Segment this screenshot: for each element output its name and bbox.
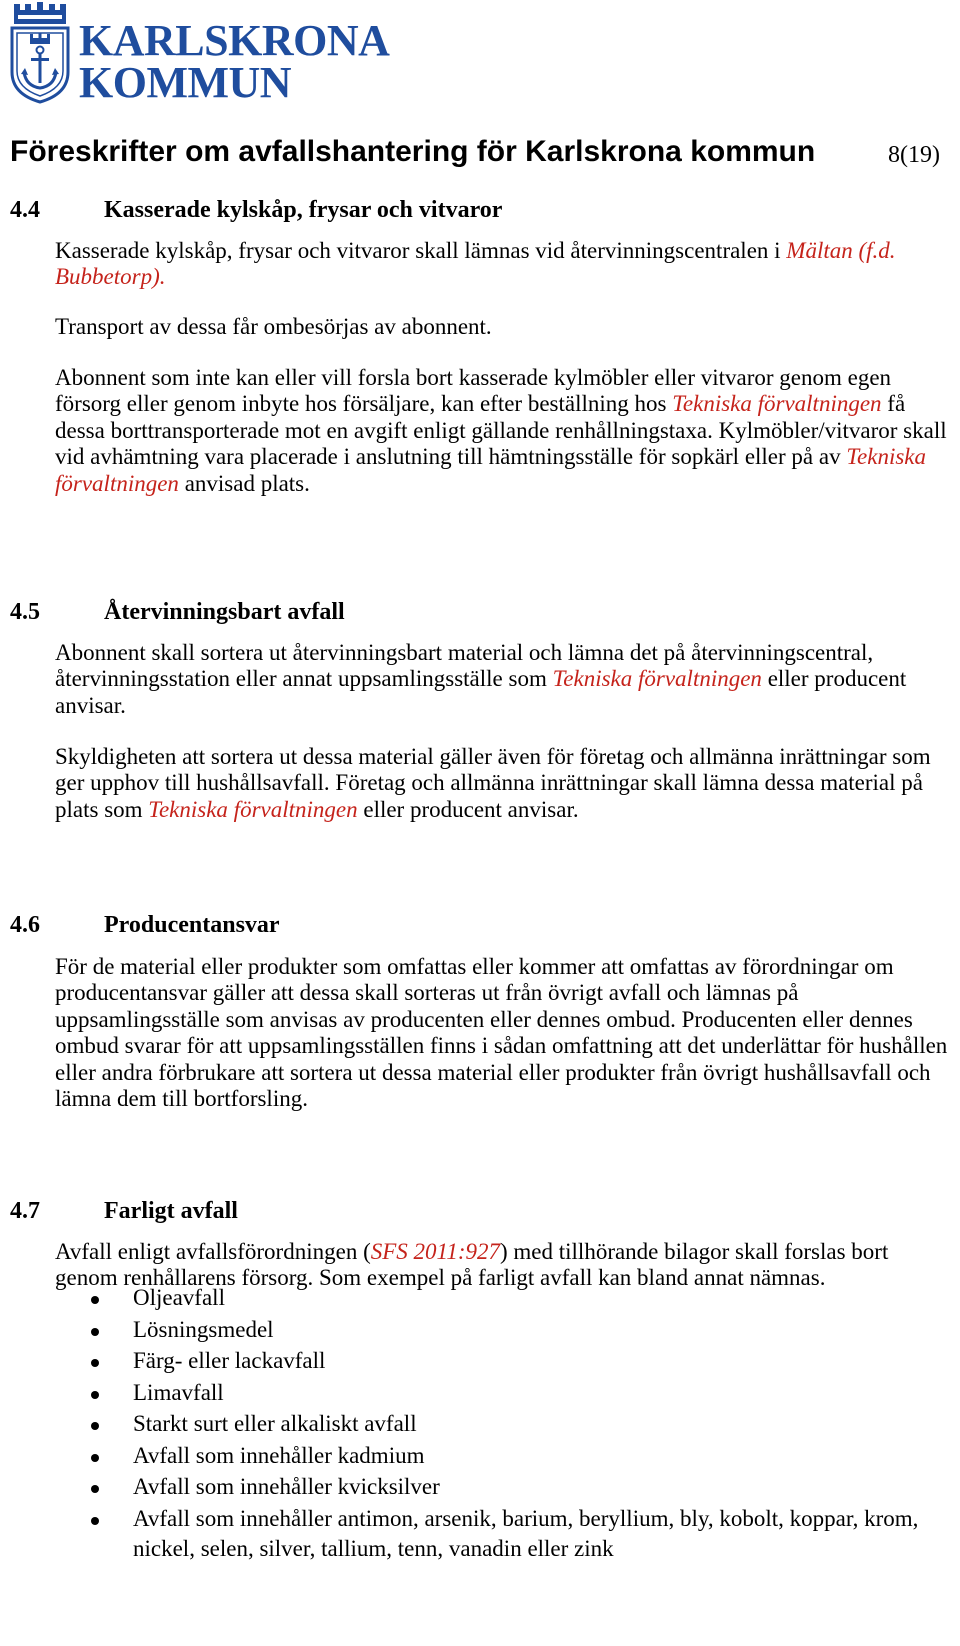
paragraph-text: Kasserade kylskåp, frysar och vitvaror skall lämnas vid återvinningscentralen i — [55, 238, 781, 263]
section-title: Återvinningsbart avfall — [104, 599, 345, 625]
logo-line-1: KARLSKRONA — [79, 16, 390, 65]
paragraph — [55, 640, 955, 719]
paragraph — [55, 365, 955, 497]
list-item-text: Avfall som innehåller antimon, arsenik, barium, beryllium, bly, kobolt, koppar, krom, nickel, selen, silver, tallium, tenn, vanadin eller zink — [133, 1505, 919, 1561]
section-number: 4.6 — [10, 912, 40, 938]
section-heading-4-6 — [10, 910, 280, 940]
bullet-icon — [91, 1422, 99, 1430]
list-item — [55, 1472, 945, 1502]
list-item — [55, 1378, 945, 1408]
logo-line-2: KOMMUN — [79, 58, 292, 107]
reference-link[interactable]: Tekniska förvaltningen — [55, 444, 926, 496]
list-item-text: Limavfall — [133, 1379, 224, 1405]
list-item-text: Avfall som innehåller kvicksilver — [133, 1474, 440, 1499]
paragraph-text: Abonnent skall sortera ut återvinningsbart material och lämna det på återvinningscentral, återvinningsstation eller annat uppsamlingsställe som — [55, 640, 874, 692]
list-item — [55, 1504, 945, 1564]
section-title: Farligt avfall — [104, 1198, 238, 1224]
paragraph-text: Abonnent som inte kan eller vill forsla bort kasserade kylmöbler eller vitvaror genom egen försorg eller genom inbyte hos försäljare, kan efter beställning hos — [55, 365, 892, 417]
paragraph — [55, 238, 955, 291]
section-heading-4-5 — [10, 597, 345, 627]
logo-wordmark — [79, 16, 390, 107]
list-item — [55, 1441, 945, 1471]
bullet-icon — [91, 1485, 99, 1493]
paragraph: För de material eller produkter som omfattas eller kommer att omfattas av förordningar om producentansvar gäller att dessa skall sorteras ut från övrigt avfall och lämnas på uppsamlingsställe som anvisas av producenten eller dennes ombud. Producenten eller dennes ombud svarar för att uppsamlingsställen finns i sådan omfattning att det underlättar för hushållen eller andra förbrukare att sortera ut dessa material eller produkter från övrigt hushållsavfall och lämna dem till bortforsling. — [55, 954, 948, 1112]
document-title: Föreskrifter om avfallshantering för Karlskrona kommun — [10, 135, 816, 168]
section-heading-4-4 — [10, 195, 502, 225]
section-title: Kasserade kylskåp, frysar och vitvaror — [104, 197, 503, 223]
bullet-icon — [91, 1517, 99, 1525]
section-number: 4.4 — [10, 197, 40, 223]
section-number: 4.5 — [10, 599, 40, 625]
list-item-text: Starkt surt eller alkaliskt avfall — [133, 1411, 417, 1436]
paragraph-text: ) med tillhörande bilagor skall forslas bort genom renhållarens försorg. Som exempel på farligt avfall kan bland annat nämnas. — [55, 1239, 889, 1291]
paragraph-text: anvisad plats. — [184, 470, 310, 496]
reference-link[interactable]: Tekniska förvaltningen — [148, 796, 358, 822]
list-item — [55, 1346, 945, 1376]
list-item — [55, 1283, 945, 1313]
paragraph-text: Skyldigheten att sortera ut dessa material gäller även för företag och allmänna inrättningar som ger upphov till hushållsavfall. Företag och allmänna inrättningar skall lämna dessa material på plats som — [55, 744, 931, 822]
coat-of-arms-icon — [8, 2, 72, 104]
section-title: Producentansvar — [104, 912, 280, 938]
page-number: 8(19) — [888, 142, 940, 168]
paragraph-text: eller producent anvisar. — [55, 666, 907, 718]
paragraph — [55, 744, 955, 823]
reference-link[interactable]: Tekniska förvaltningen — [552, 666, 762, 692]
section-heading-4-7 — [10, 1196, 238, 1226]
list-item-text: Färg- eller lackavfall — [133, 1348, 326, 1373]
bullet-icon — [91, 1296, 99, 1304]
list-item — [55, 1315, 945, 1345]
paragraph-text: få dessa borttransporterade mot en avgift enligt gällande renhållningstaxa. Kylmöbler/vitvaror skall vid avhämtning vara placerade i anslutning till hämtningsställe för sopkärl eller på av — [55, 391, 947, 470]
paragraph-text: eller producent anvisar. — [363, 796, 579, 822]
list-item-text: Lösningsmedel — [133, 1316, 274, 1342]
reference-link[interactable]: SFS 2011:927 — [370, 1239, 500, 1264]
list-item-text: Oljeavfall — [133, 1285, 225, 1310]
paragraph: Transport av dessa får ombesörjas av abonnent. — [55, 314, 492, 339]
section-number: 4.7 — [10, 1198, 40, 1224]
list-item-text: Avfall som innehåller kadmium — [133, 1442, 425, 1468]
bullet-icon — [91, 1391, 99, 1399]
bullet-icon — [91, 1328, 99, 1336]
reference-link[interactable]: Mältan (f.d. Bubbetorp). — [55, 238, 896, 290]
reference-link[interactable]: Tekniska förvaltningen — [672, 391, 882, 417]
list-item — [55, 1409, 945, 1439]
bullet-icon — [91, 1454, 99, 1462]
hazardous-waste-list — [55, 1283, 945, 1565]
paragraph-text: Avfall enligt avfallsförordningen ( — [55, 1239, 371, 1264]
bullet-icon — [91, 1359, 99, 1367]
